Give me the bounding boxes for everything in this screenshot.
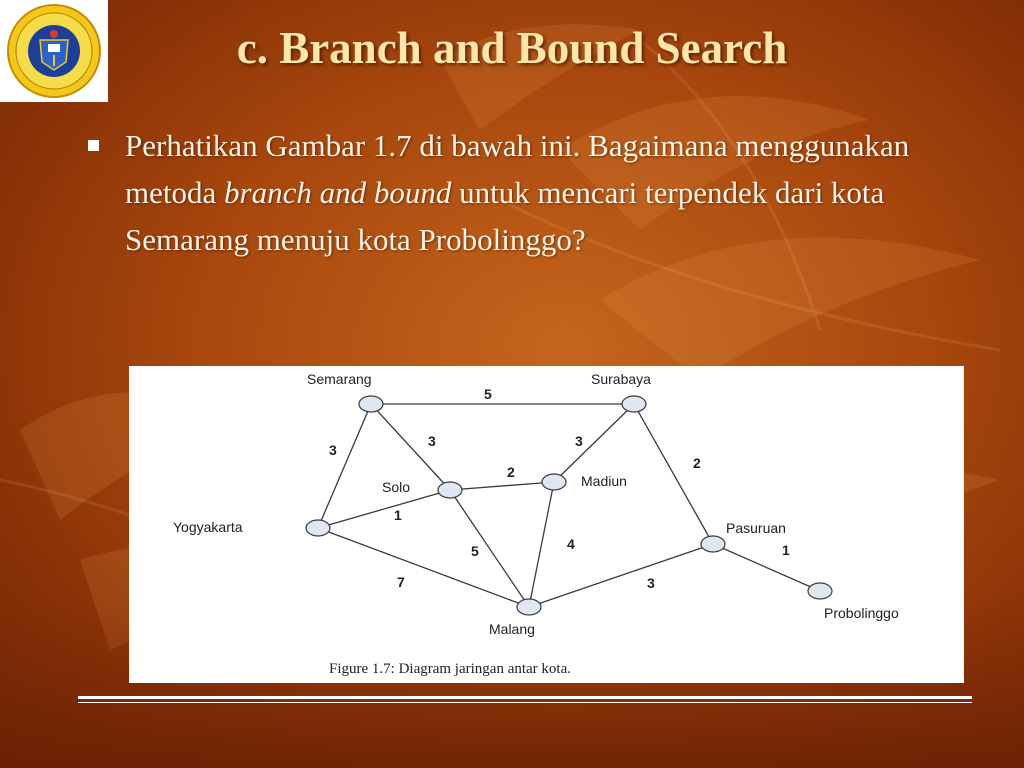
edge-weight-yogyakarta-solo: 1 [394, 507, 402, 523]
node-malang [517, 599, 541, 615]
edge-weight-malang-pasuruan: 3 [647, 575, 655, 591]
edge-weight-solo-malang: 5 [471, 543, 479, 559]
node-solo [438, 482, 462, 498]
figure-caption: Figure 1.7: Diagram jaringan antar kota. [329, 661, 572, 677]
footer-rule-thick [78, 696, 972, 699]
edge-madiun-malang [529, 482, 554, 607]
edge-surabaya-pasuruan [634, 404, 713, 544]
node-label-semarang: Semarang [307, 371, 372, 387]
square-bullet-icon [88, 140, 99, 151]
edge-weight-semarang-surabaya: 5 [484, 386, 492, 402]
node-label-madiun: Madiun [581, 473, 627, 489]
node-label-probolinggo: Probolinggo [824, 605, 899, 621]
edge-yogyakarta-solo [318, 490, 450, 528]
edge-weight-yogyakarta-malang: 7 [397, 574, 405, 590]
node-label-surabaya: Surabaya [591, 371, 651, 387]
node-yogyakarta [306, 520, 330, 536]
edge-weight-surabaya-madiun: 3 [575, 433, 583, 449]
node-label-solo: Solo [382, 479, 411, 495]
node-label-malang: Malang [489, 621, 535, 637]
edge-solo-madiun [450, 482, 554, 490]
edge-weight-semarang-yogyakarta: 3 [329, 442, 337, 458]
node-surabaya [622, 396, 646, 412]
bullet-text [125, 122, 928, 263]
edge-weight-madiun-malang: 4 [567, 536, 575, 552]
city-network-graph [129, 366, 964, 683]
slide-title: c. Branch and Bound Search [236, 23, 788, 73]
node-pasuruan [701, 536, 725, 552]
edge-malang-pasuruan [529, 544, 713, 607]
edge-solo-malang [450, 490, 529, 607]
edge-weight-pasuruan-probolinggo: 1 [782, 542, 790, 558]
edge-pasuruan-probolinggo [713, 544, 820, 591]
edge-weight-solo-madiun: 2 [507, 464, 515, 480]
bullet-text-part2: untuk mencari terpendek dari kota Semarang menuju kota Probolinggo? [125, 175, 885, 257]
edge-semarang-solo [371, 404, 450, 490]
edge-semarang-yogyakarta [318, 404, 371, 528]
bullet-text-part1: Perhatikan Gambar 1.7 di bawah ini. Bagaimana menggunakan metoda [125, 128, 910, 210]
edge-surabaya-madiun [554, 404, 634, 482]
footer-rule-thin [78, 702, 972, 703]
edge-weight-surabaya-pasuruan: 2 [693, 455, 701, 471]
node-madiun [542, 474, 566, 490]
node-semarang [359, 396, 383, 412]
node-label-yogyakarta: Yogyakarta [173, 519, 243, 535]
bullet-text-italic: branch and bound [224, 175, 452, 210]
network-diagram-figure [129, 366, 964, 683]
node-probolinggo [808, 583, 832, 599]
bullet-item [88, 122, 928, 263]
edge-yogyakarta-malang [318, 528, 529, 607]
edge-weight-semarang-solo: 3 [428, 433, 436, 449]
node-label-pasuruan: Pasuruan [726, 520, 786, 536]
